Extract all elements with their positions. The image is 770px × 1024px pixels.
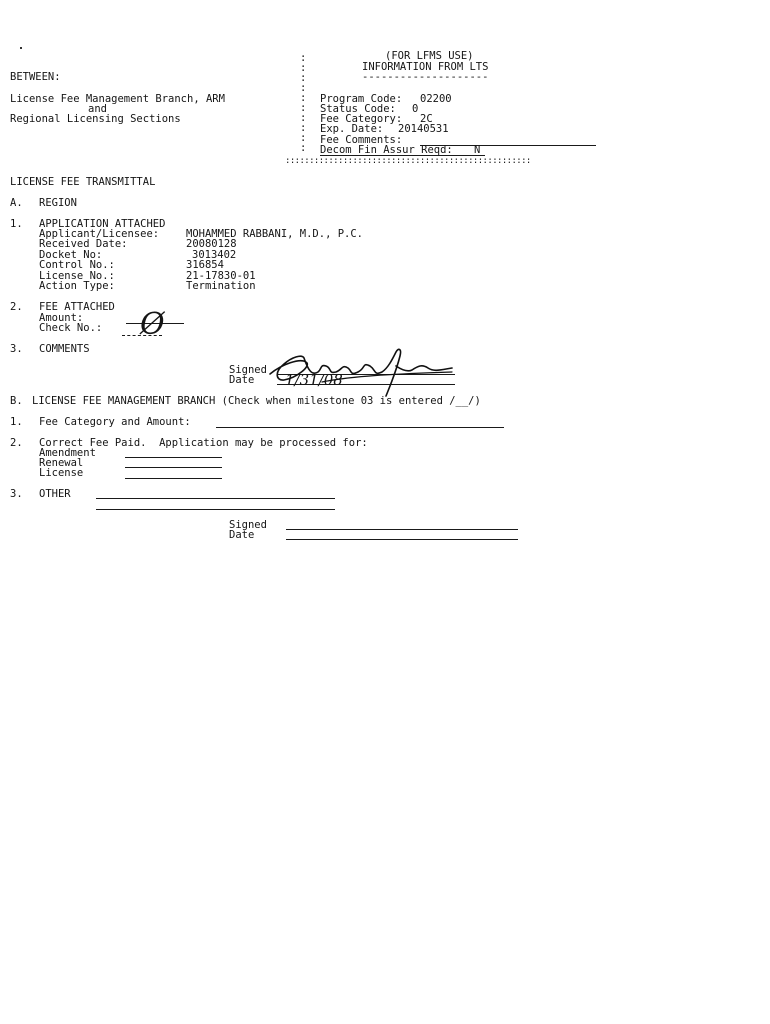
fee-category-value: 2C	[420, 113, 433, 125]
license-no-label: License No.:	[39, 270, 115, 282]
signed-label-a: Signed	[229, 364, 267, 376]
party-2: Regional Licensing Sections	[10, 113, 181, 125]
signed-label-b: Signed	[229, 519, 267, 531]
docket-label: Docket No:	[39, 249, 103, 261]
received-date-value: 20080128	[186, 238, 237, 250]
date-label-a: Date	[229, 374, 255, 386]
b-item-2-number: 2.	[10, 437, 23, 449]
item-2-number: 2.	[10, 301, 23, 313]
correct-fee-label: Correct Fee Paid. Application may be processed for:	[39, 437, 368, 449]
control-value: 316854	[186, 259, 224, 271]
header-divider: :::::::::::::::::::::::::::::::::::::::::::::::::::	[285, 156, 531, 166]
applicant-label: Applicant/Licensee:	[39, 228, 160, 240]
section-a-heading: A.	[10, 197, 23, 209]
b-item-3-number: 3.	[10, 488, 23, 500]
license-fee-transmittal-document: BETWEEN: License Fee Management Branch, ARM and Regional Licensing Sections : : : : : : : : : : (FOR LFMS USE) INFORMATION FROM LTS -------------------- Program Code: 02200 Status Code: 0 Fee Category: 2C Exp. Date: 20140531 Fee Comments: Decom Fin Assur Reqd: N ::::::::::::::::::::::::::::::::::::::::::::::::::: LICENSE FEE TRANSMITTAL A. REGION 1. APPLICATION ATTACHED Applicant/Licensee: MOHAMMED RABBANI, M.D., P.C. Received Date: 20080128 Docket No: 3013402 Control No.: 316854 License No.: 21-17830-01 Action Type: Termination 2. FEE ATTACHED Amount: Check No.: Ø 3. COMMENTS Signed Date 1/31/08 B. LICENSE FEE MANAGEMENT BRANCH (Check when milestone 03 is entered /__/) 1. Fee Category and Amount: 2. Correct Fee Paid. Application may be processed for: Amendment Renewal License 3. OTHER Signed Date	[0, 0, 770, 1024]
renewal-line[interactable]	[125, 467, 222, 468]
comments-title: COMMENTS	[39, 343, 90, 355]
action-type-label: Action Type:	[39, 280, 115, 292]
lts-title: INFORMATION FROM LTS	[362, 61, 489, 73]
b-item-1-number: 1.	[10, 416, 23, 428]
item-1-number: 1.	[10, 218, 23, 230]
amount-zero-mark: Ø	[140, 307, 165, 342]
applicant-value: MOHAMMED RABBANI, M.D., P.C.	[186, 228, 364, 240]
party-1: License Fee Management Branch, ARM	[10, 93, 225, 105]
program-code-label: Program Code:	[320, 93, 403, 105]
amendment-line[interactable]	[125, 457, 222, 458]
check-no-label: Check No.:	[39, 322, 103, 334]
date-line-b[interactable]	[286, 539, 518, 540]
program-code-value: 02200	[420, 93, 452, 105]
fee-category-amount-label: Fee Category and Amount:	[39, 416, 191, 428]
other-line-2[interactable]	[96, 509, 335, 510]
exp-date-value: 20140531	[398, 123, 449, 135]
lts-underline: --------------------	[362, 71, 489, 83]
between-label: BETWEEN:	[10, 71, 61, 83]
option-license: License	[39, 467, 84, 479]
license-line[interactable]	[125, 478, 222, 479]
application-attached-title: APPLICATION ATTACHED	[39, 218, 166, 230]
lfms-title: (FOR LFMS USE)	[385, 50, 474, 62]
license-no-value: 21-17830-01	[186, 270, 256, 282]
fee-category-label: Fee Category:	[320, 113, 403, 125]
fee-attached-title: FEE ATTACHED	[39, 301, 115, 313]
other-label: OTHER	[39, 488, 71, 500]
received-date-label: Received Date:	[39, 238, 128, 250]
signed-line-b[interactable]	[286, 529, 518, 530]
option-amendment: Amendment	[39, 447, 96, 459]
fee-comments-label: Fee Comments:	[320, 134, 403, 146]
date-label-b: Date	[229, 529, 255, 541]
handwritten-date: 1/31/08	[285, 371, 343, 389]
option-renewal: Renewal	[39, 457, 84, 469]
exp-date-label: Exp. Date:	[320, 123, 384, 135]
fee-category-amount-line[interactable]	[216, 427, 504, 428]
section-b-heading: B.	[10, 395, 23, 407]
status-code-value: 0	[412, 103, 419, 115]
party-and: and	[88, 103, 107, 115]
scan-speck	[20, 47, 22, 49]
transmittal-title: LICENSE FEE TRANSMITTAL	[10, 176, 156, 188]
docket-value: 3013402	[192, 249, 237, 261]
action-type-value: Termination	[186, 280, 256, 292]
section-a-label: REGION	[39, 197, 77, 209]
status-code-label: Status Code:	[320, 103, 396, 115]
other-line-1[interactable]	[96, 498, 335, 499]
section-b-title: LICENSE FEE MANAGEMENT BRANCH (Check when milestone 03 is entered /__/)	[32, 395, 481, 407]
decom-label: Decom Fin Assur Reqd:	[320, 144, 453, 156]
amount-label: Amount:	[39, 312, 84, 324]
decom-value: N	[474, 144, 481, 156]
control-label: Control No.:	[39, 259, 115, 271]
item-3-number: 3.	[10, 343, 23, 355]
